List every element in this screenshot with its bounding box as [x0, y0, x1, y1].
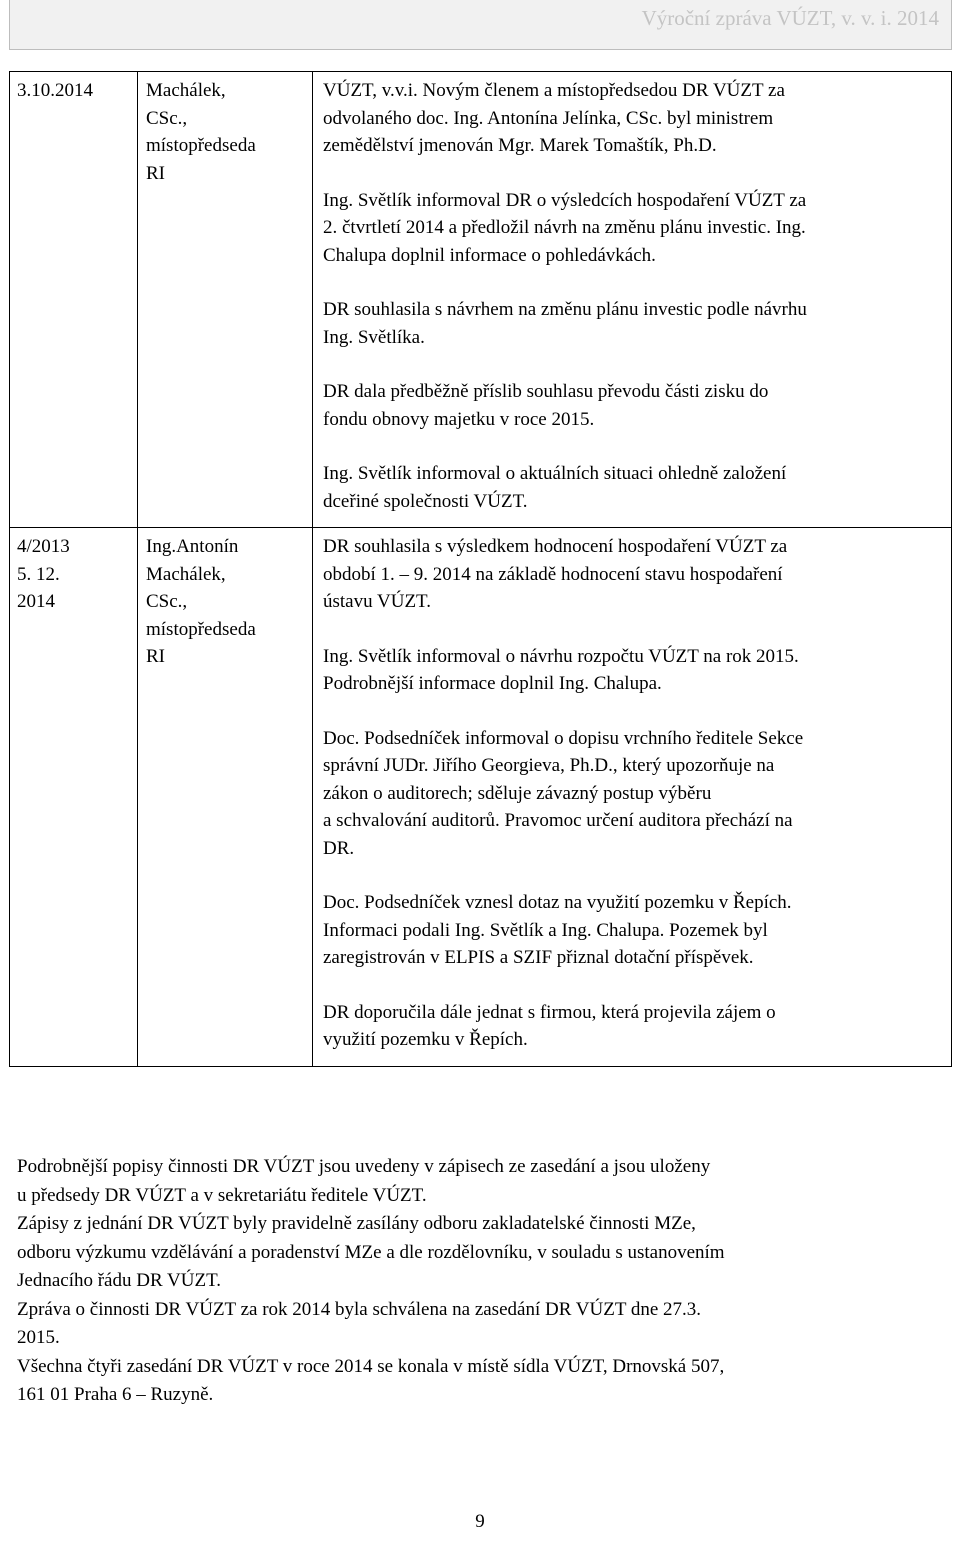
paragraph-line: Ing. Světlík informoval o aktuálních situaci ohledně založení — [323, 463, 787, 484]
paragraph-line: Podrobnější informace doplnil Ing. Chalupa. — [323, 673, 662, 694]
footer-paragraph — [17, 1353, 945, 1410]
meeting-paragraph — [323, 999, 945, 1054]
table-row — [10, 528, 952, 1067]
meeting-date-cell — [10, 72, 138, 528]
meeting-paragraph — [323, 643, 945, 698]
chairperson-cell — [138, 528, 313, 1067]
paragraph-line: Ing. Světlíka. — [323, 326, 425, 348]
paragraph-line: VÚZT, v.v.i. Novým členem a místopředsedou DR VÚZT za — [323, 80, 785, 101]
paragraph-line: DR souhlasila s výsledkem hodnocení hospodaření VÚZT za — [323, 536, 788, 557]
meeting-date-line: 4/2013 — [17, 536, 70, 557]
chairperson-line: Ing.Antonín — [146, 536, 239, 557]
chairperson-line: Machálek, — [146, 563, 226, 585]
meeting-date-line: 3.10.2014 — [17, 80, 93, 101]
meeting-paragraph — [323, 725, 945, 863]
footer-text — [17, 1153, 945, 1410]
chairperson-line: CSc., — [146, 591, 188, 612]
paragraph-line: a schvalování auditorů. Pravomoc určení auditora přechází na — [323, 810, 793, 831]
meeting-paragraph — [323, 296, 945, 351]
footer-paragraph — [17, 1210, 945, 1296]
paragraph-line: odvolaného doc. Ing. Antonína Jelínka, CSc. byl ministrem — [323, 107, 774, 129]
paragraph-line: Doc. Podsedníček vznesl dotaz na využití pozemku v Řepích. — [323, 892, 792, 913]
footer-line: u předsedy DR VÚZT a v sekretariátu ředitele VÚZT. — [17, 1184, 427, 1206]
meeting-paragraph — [323, 378, 945, 433]
footer-line: 2015. — [17, 1327, 60, 1348]
chairperson-cell — [138, 72, 313, 528]
meeting-date-cell — [10, 528, 138, 1067]
paragraph-line: Ing. Světlík informoval DR o výsledcích hospodaření VÚZT za — [323, 189, 807, 211]
chairperson-line: Machálek, — [146, 80, 226, 101]
paragraph-line: období 1. – 9. 2014 na základě hodnocení stavu hospodaření — [323, 563, 783, 585]
chairperson-line: RI — [146, 162, 165, 184]
footer-paragraph — [17, 1153, 945, 1210]
meeting-paragraph — [323, 533, 945, 616]
paragraph-line: Informaci podali Ing. Světlík a Ing. Chalupa. Pozemek byl — [323, 919, 768, 941]
paragraph-line: Doc. Podsedníček informoval o dopisu vrchního ředitele Sekce — [323, 727, 804, 749]
meeting-date-line: 5. 12. — [17, 563, 60, 585]
footer-line: Všechna čtyři zasedání DR VÚZT v roce 2014 se konala v místě sídla VÚZT, Drnovská 507, — [17, 1355, 725, 1377]
paragraph-line: zákon o auditorech; sděluje závazný postup výběru — [323, 782, 712, 804]
page-header — [9, 0, 952, 50]
paragraph-line: 2. čtvrtletí 2014 a předložil návrh na změnu plánu investic. Ing. — [323, 217, 806, 238]
meeting-date-line: 2014 — [17, 591, 55, 612]
meeting-paragraph — [323, 77, 945, 160]
minutes-table-body — [10, 72, 952, 1067]
paragraph-line: využití pozemku v Řepích. — [323, 1029, 528, 1050]
meeting-paragraph — [323, 460, 945, 515]
meeting-content-cell — [313, 528, 952, 1067]
meeting-paragraph — [323, 187, 945, 270]
paragraph-line: Chalupa doplnil informace o pohledávkách. — [323, 244, 656, 266]
footer-line: odboru výzkumu vzdělávání a poradenství MZe a dle rozdělovníku, v souladu s ustanovením — [17, 1241, 725, 1263]
paragraph-line: DR dala předběžně příslib souhlasu převodu části zisku do — [323, 381, 769, 402]
chairperson-line: místopředseda — [146, 135, 256, 156]
footer-line: Zpráva o činnosti DR VÚZT za rok 2014 byla schválena na zasedání DR VÚZT dne 27.3. — [17, 1298, 702, 1320]
paragraph-line: zaregistrován v ELPIS a SZIF přiznal dotační příspěvek. — [323, 947, 754, 968]
page-number: 9 — [475, 1511, 485, 1532]
meeting-content-cell — [313, 72, 952, 528]
footer-line: Podrobnější popisy činnosti DR VÚZT jsou uvedeny v zápisech ze zasedání a jsou uloženy — [17, 1156, 711, 1177]
paragraph-line: fondu obnovy majetku v roce 2015. — [323, 408, 595, 430]
footer-line: Zápisy z jednání DR VÚZT byly pravidelně zasílány odboru zakladatelské činnosti MZe, — [17, 1213, 696, 1234]
paragraph-line: Ing. Světlík informoval o návrhu rozpočtu VÚZT na rok 2015. — [323, 645, 799, 667]
paragraph-line: DR doporučila dále jednat s firmou, která projevila zájem o — [323, 1001, 776, 1023]
paragraph-line: DR souhlasila s návrhem na změnu plánu investic podle návrhu — [323, 299, 807, 320]
paragraph-line: DR. — [323, 837, 355, 859]
footer-line: Jednacího řádu DR VÚZT. — [17, 1270, 222, 1291]
meeting-paragraph — [323, 889, 945, 972]
paragraph-line: ústavu VÚZT. — [323, 591, 432, 612]
chairperson-line: RI — [146, 646, 165, 667]
header-title: Výroční zpráva VÚZT, v. v. i. 2014 — [641, 6, 939, 30]
minutes-table — [9, 71, 952, 1067]
footer-line: 161 01 Praha 6 – Ruzyně. — [17, 1384, 214, 1405]
paragraph-line: dceřiné společnosti VÚZT. — [323, 490, 528, 512]
chairperson-line: CSc., — [146, 107, 188, 129]
chairperson-line: místopředseda — [146, 618, 256, 640]
paragraph-line: zemědělství jmenován Mgr. Marek Tomaštík, Ph.D. — [323, 135, 717, 156]
paragraph-line: správní JUDr. Jiřího Georgieva, Ph.D., který upozorňuje na — [323, 755, 775, 776]
table-row — [10, 72, 952, 528]
footer-paragraph — [17, 1296, 945, 1353]
